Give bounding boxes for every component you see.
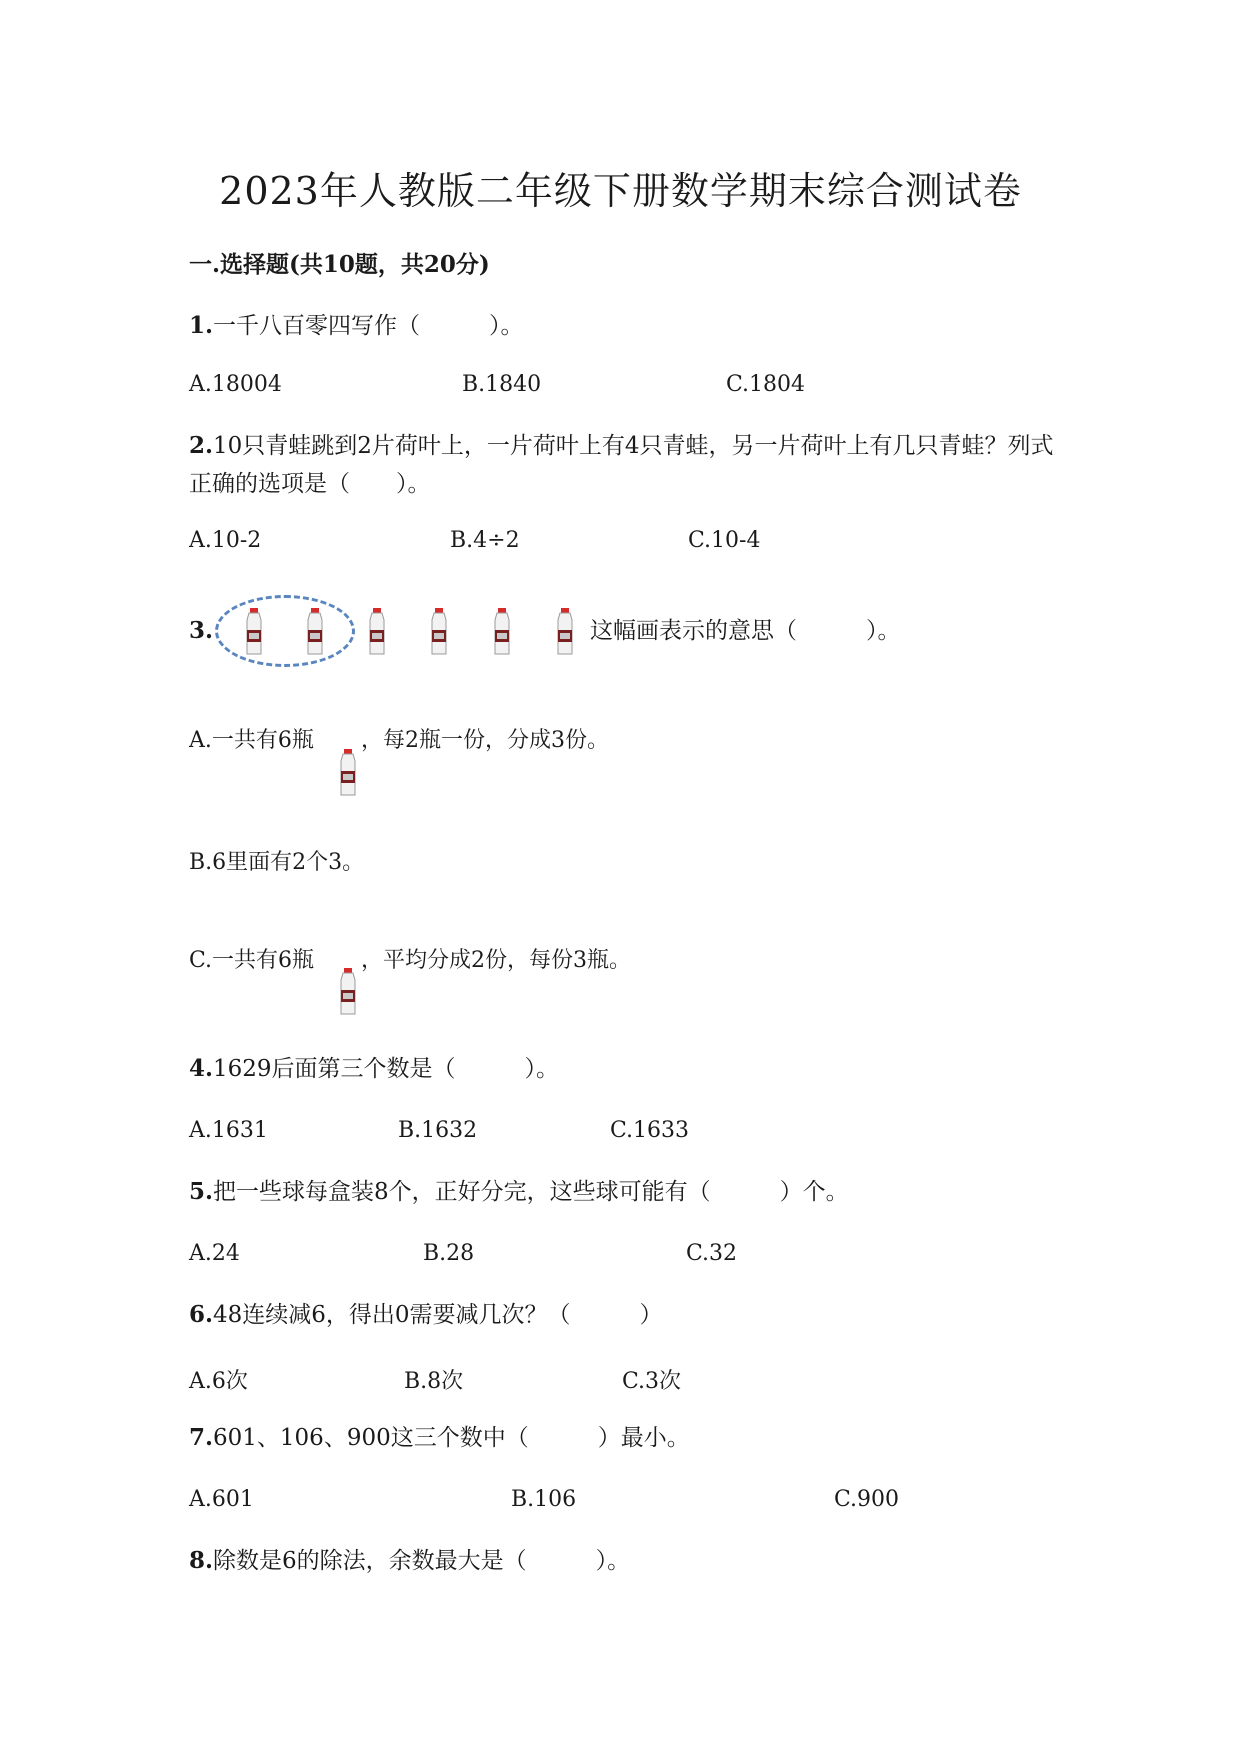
option-b[interactable]: B.106 bbox=[511, 1487, 577, 1512]
bottle-icon bbox=[304, 608, 326, 656]
section-heading: 一.选择题(共10题，共20分) bbox=[189, 251, 490, 278]
question-text: 一千八百零四写作（ ）。 bbox=[213, 313, 524, 339]
question-number: 3. bbox=[189, 617, 214, 644]
question-5 bbox=[189, 1173, 1069, 1211]
option-c[interactable]: C.1633 bbox=[610, 1118, 690, 1143]
question-4 bbox=[189, 1050, 1069, 1088]
option-b[interactable]: B.1840 bbox=[462, 372, 542, 397]
option-c[interactable]: C.10-4 bbox=[688, 528, 761, 553]
bottle-icon bbox=[491, 608, 513, 656]
option-a[interactable]: A.24 bbox=[189, 1241, 240, 1266]
option-a[interactable]: A.1631 bbox=[189, 1118, 268, 1143]
question-6 bbox=[189, 1296, 1069, 1334]
option-a[interactable]: A.10-2 bbox=[189, 528, 262, 553]
group-oval bbox=[215, 595, 355, 667]
question-text: 10只青蛙跳到2片荷叶上，一片荷叶上有4只青蛙，另一片荷叶上有几只青蛙？列式正确的选项是（ ）。 bbox=[189, 433, 1054, 497]
option-b[interactable]: B.28 bbox=[423, 1241, 475, 1266]
question-number: 8. bbox=[189, 1547, 214, 1574]
bottle-icon bbox=[337, 968, 359, 1016]
option-c[interactable]: C.3次 bbox=[622, 1369, 682, 1394]
option-b[interactable]: B.1632 bbox=[398, 1118, 478, 1143]
option-c-text: ，平均分成2份，每份3瓶。 bbox=[361, 948, 631, 973]
question-7 bbox=[189, 1419, 1069, 1457]
bottle-icon bbox=[337, 749, 359, 797]
option-c[interactable]: C.32 bbox=[686, 1241, 738, 1266]
question-number: 7. bbox=[189, 1424, 214, 1451]
question-2 bbox=[189, 427, 1069, 503]
question-number: 5. bbox=[189, 1178, 214, 1205]
bottle-icon bbox=[554, 608, 576, 656]
option-a[interactable]: A.18004 bbox=[189, 372, 282, 397]
option-a[interactable]: A.6次 bbox=[189, 1369, 248, 1394]
option-b[interactable]: B.8次 bbox=[404, 1369, 464, 1394]
bottle-icon bbox=[428, 608, 450, 656]
option-c[interactable]: C.1804 bbox=[726, 372, 806, 397]
page-title: 2023年人教版二年级下册数学期末综合测试卷 bbox=[219, 169, 1022, 213]
question-number: 1. bbox=[189, 312, 214, 339]
question-text: 48连续减6，得出0需要减几次？（ ） bbox=[213, 1302, 663, 1328]
question-text: 1629后面第三个数是（ ）。 bbox=[213, 1056, 560, 1082]
option-a[interactable]: A.601 bbox=[189, 1487, 254, 1512]
question-text: 这幅画表示的意思（ ）。 bbox=[590, 618, 901, 644]
question-text: 除数是6的除法，余数最大是（ ）。 bbox=[213, 1548, 631, 1574]
bottle-icon bbox=[243, 608, 265, 656]
option-a-text: ，每2瓶一份，分成3份。 bbox=[361, 728, 609, 753]
option-c[interactable]: C.一共有6瓶 bbox=[189, 948, 315, 973]
question-text: 601、106、900这三个数中（ ）最小。 bbox=[213, 1425, 690, 1451]
question-text: 把一些球每盒装8个，正好分完，这些球可能有（ ）个。 bbox=[213, 1179, 849, 1205]
question-number: 4. bbox=[189, 1055, 214, 1082]
question-1 bbox=[189, 307, 1069, 345]
bottle-icon bbox=[366, 608, 388, 656]
question-number: 2. bbox=[189, 432, 214, 459]
question-8 bbox=[189, 1542, 1069, 1580]
option-b[interactable]: B.6里面有2个3。 bbox=[189, 850, 365, 875]
option-b[interactable]: B.4÷2 bbox=[450, 528, 520, 553]
option-a[interactable]: A.一共有6瓶 bbox=[189, 728, 314, 753]
option-c[interactable]: C.900 bbox=[834, 1487, 900, 1512]
question-number: 6. bbox=[189, 1301, 214, 1328]
